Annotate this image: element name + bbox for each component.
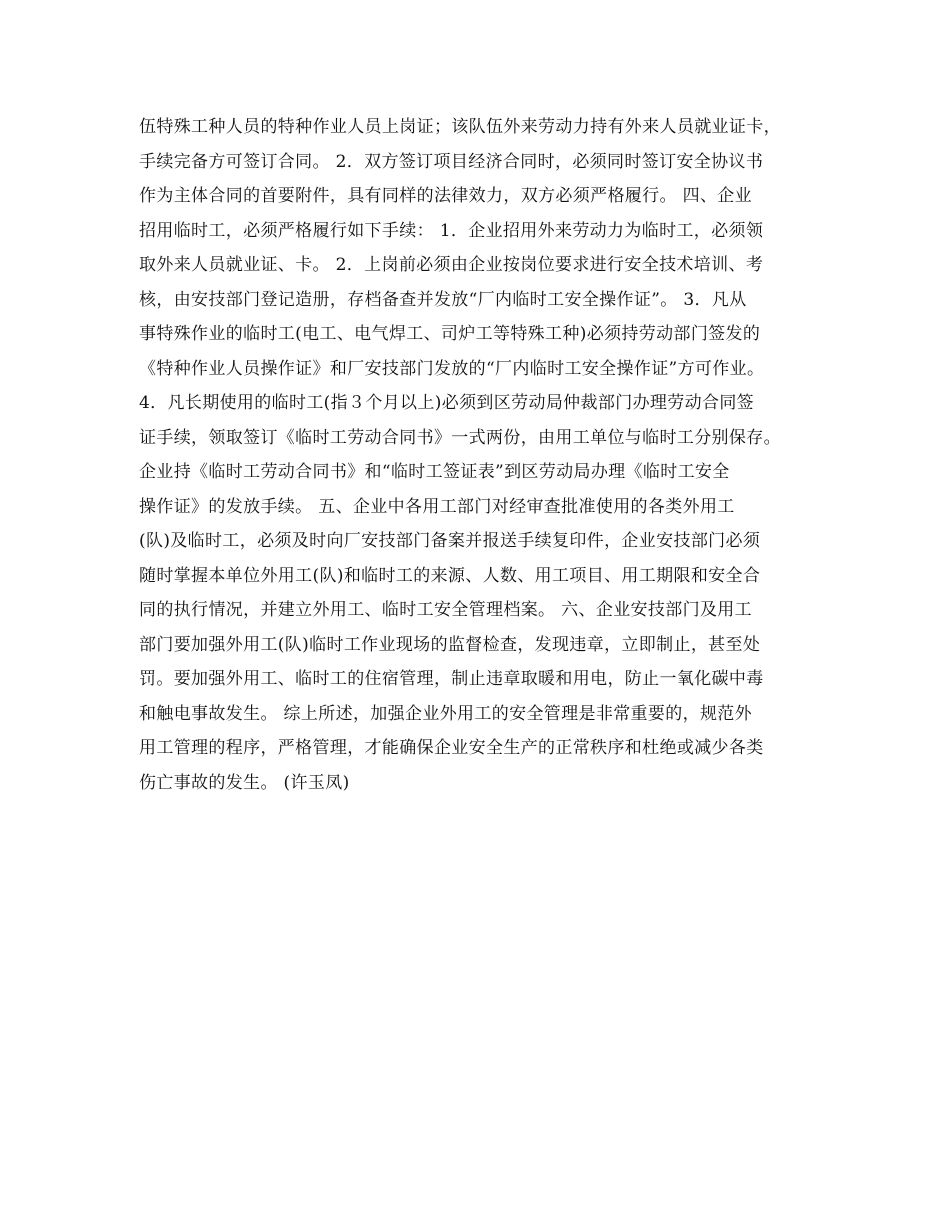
text-line: 部门要加强外用工(队)临时工作业现场的监督检查，发现违章，立即制止，甚至处 [139,634,761,655]
text-line: 用工管理的程序，严格管理，才能确保企业安全生产的正常秩序和杜绝或减少各类 [139,738,764,758]
text-line: 4．凡长期使用的临时工(指３个月以上)必须到区劳动局仲裁部门办理劳动合同签 [139,393,755,413]
text-line: 和触电事故发生。 综上所述，加强企业外用工的安全管理是非常重要的，规范外 [139,703,753,724]
text-line: 事特殊作业的临时工(电工、电气焊工、司炉工等特殊工种)必须持劳动部门签发的 [139,324,761,344]
text-line: 核，由安技部门登记造册，存档备查并发放“厂内临时工安全操作证”。 3．凡从 [139,289,747,310]
text-line: 操作证》的发放手续。 五、企业中各用工部门对经审查批准使用的各类外用工 [139,496,735,517]
text-line: 招用临时工，必须严格履行如下手续： 1．企业招用外来劳动力为临时工，必须领 [139,220,764,241]
text-line: 取外来人员就业证、卡。 2．上岗前必须由企业按岗位要求进行安全技术培训、考 [139,255,764,275]
body-text [139,110,829,800]
text-line: (队)及临时工，必须及时向厂安技部门备案并报送手续复印件，企业安技部门必须 [139,531,761,551]
text-line: 随时掌握本单位外用工(队)和临时工的来源、人数、用工项目、用工期限和安全合 [139,565,761,586]
text-line: 《特种作业人员操作证》和厂安技部门发放的“厂内临时工安全操作证”方可作业。 [139,358,765,379]
text-line: 作为主体合同的首要附件，具有同样的法律效力，双方必须严格履行。 四、企业 [139,186,753,206]
text-line: 伤亡事故的发生。 (许玉凤) [139,772,350,793]
text-line: 罚。要加强外用工、临时工的住宿管理，制止违章取暖和用电，防止一氧化碳中毒 [139,669,764,689]
text-line: 伍特殊工种人员的特种作业人员上岗证；该队伍外来劳动力持有外来人员就业证卡， [139,117,781,137]
text-line: 手续完备方可签订合同。 2．双方签订项目经济合同时，必须同时签订安全协议书 [139,151,764,172]
text-line: 证手续，领取签订《临时工劳动合同书》一式两份，由用工单位与临时工分别保存。 [139,427,781,448]
text-line: 同的执行情况，并建立外用工、临时工安全管理档案。 六、企业安技部门及用工 [139,600,753,620]
text-line: 企业持《临时工劳动合同书》和“临时工签证表”到区劳动局办理《临时工安全 [139,462,730,482]
